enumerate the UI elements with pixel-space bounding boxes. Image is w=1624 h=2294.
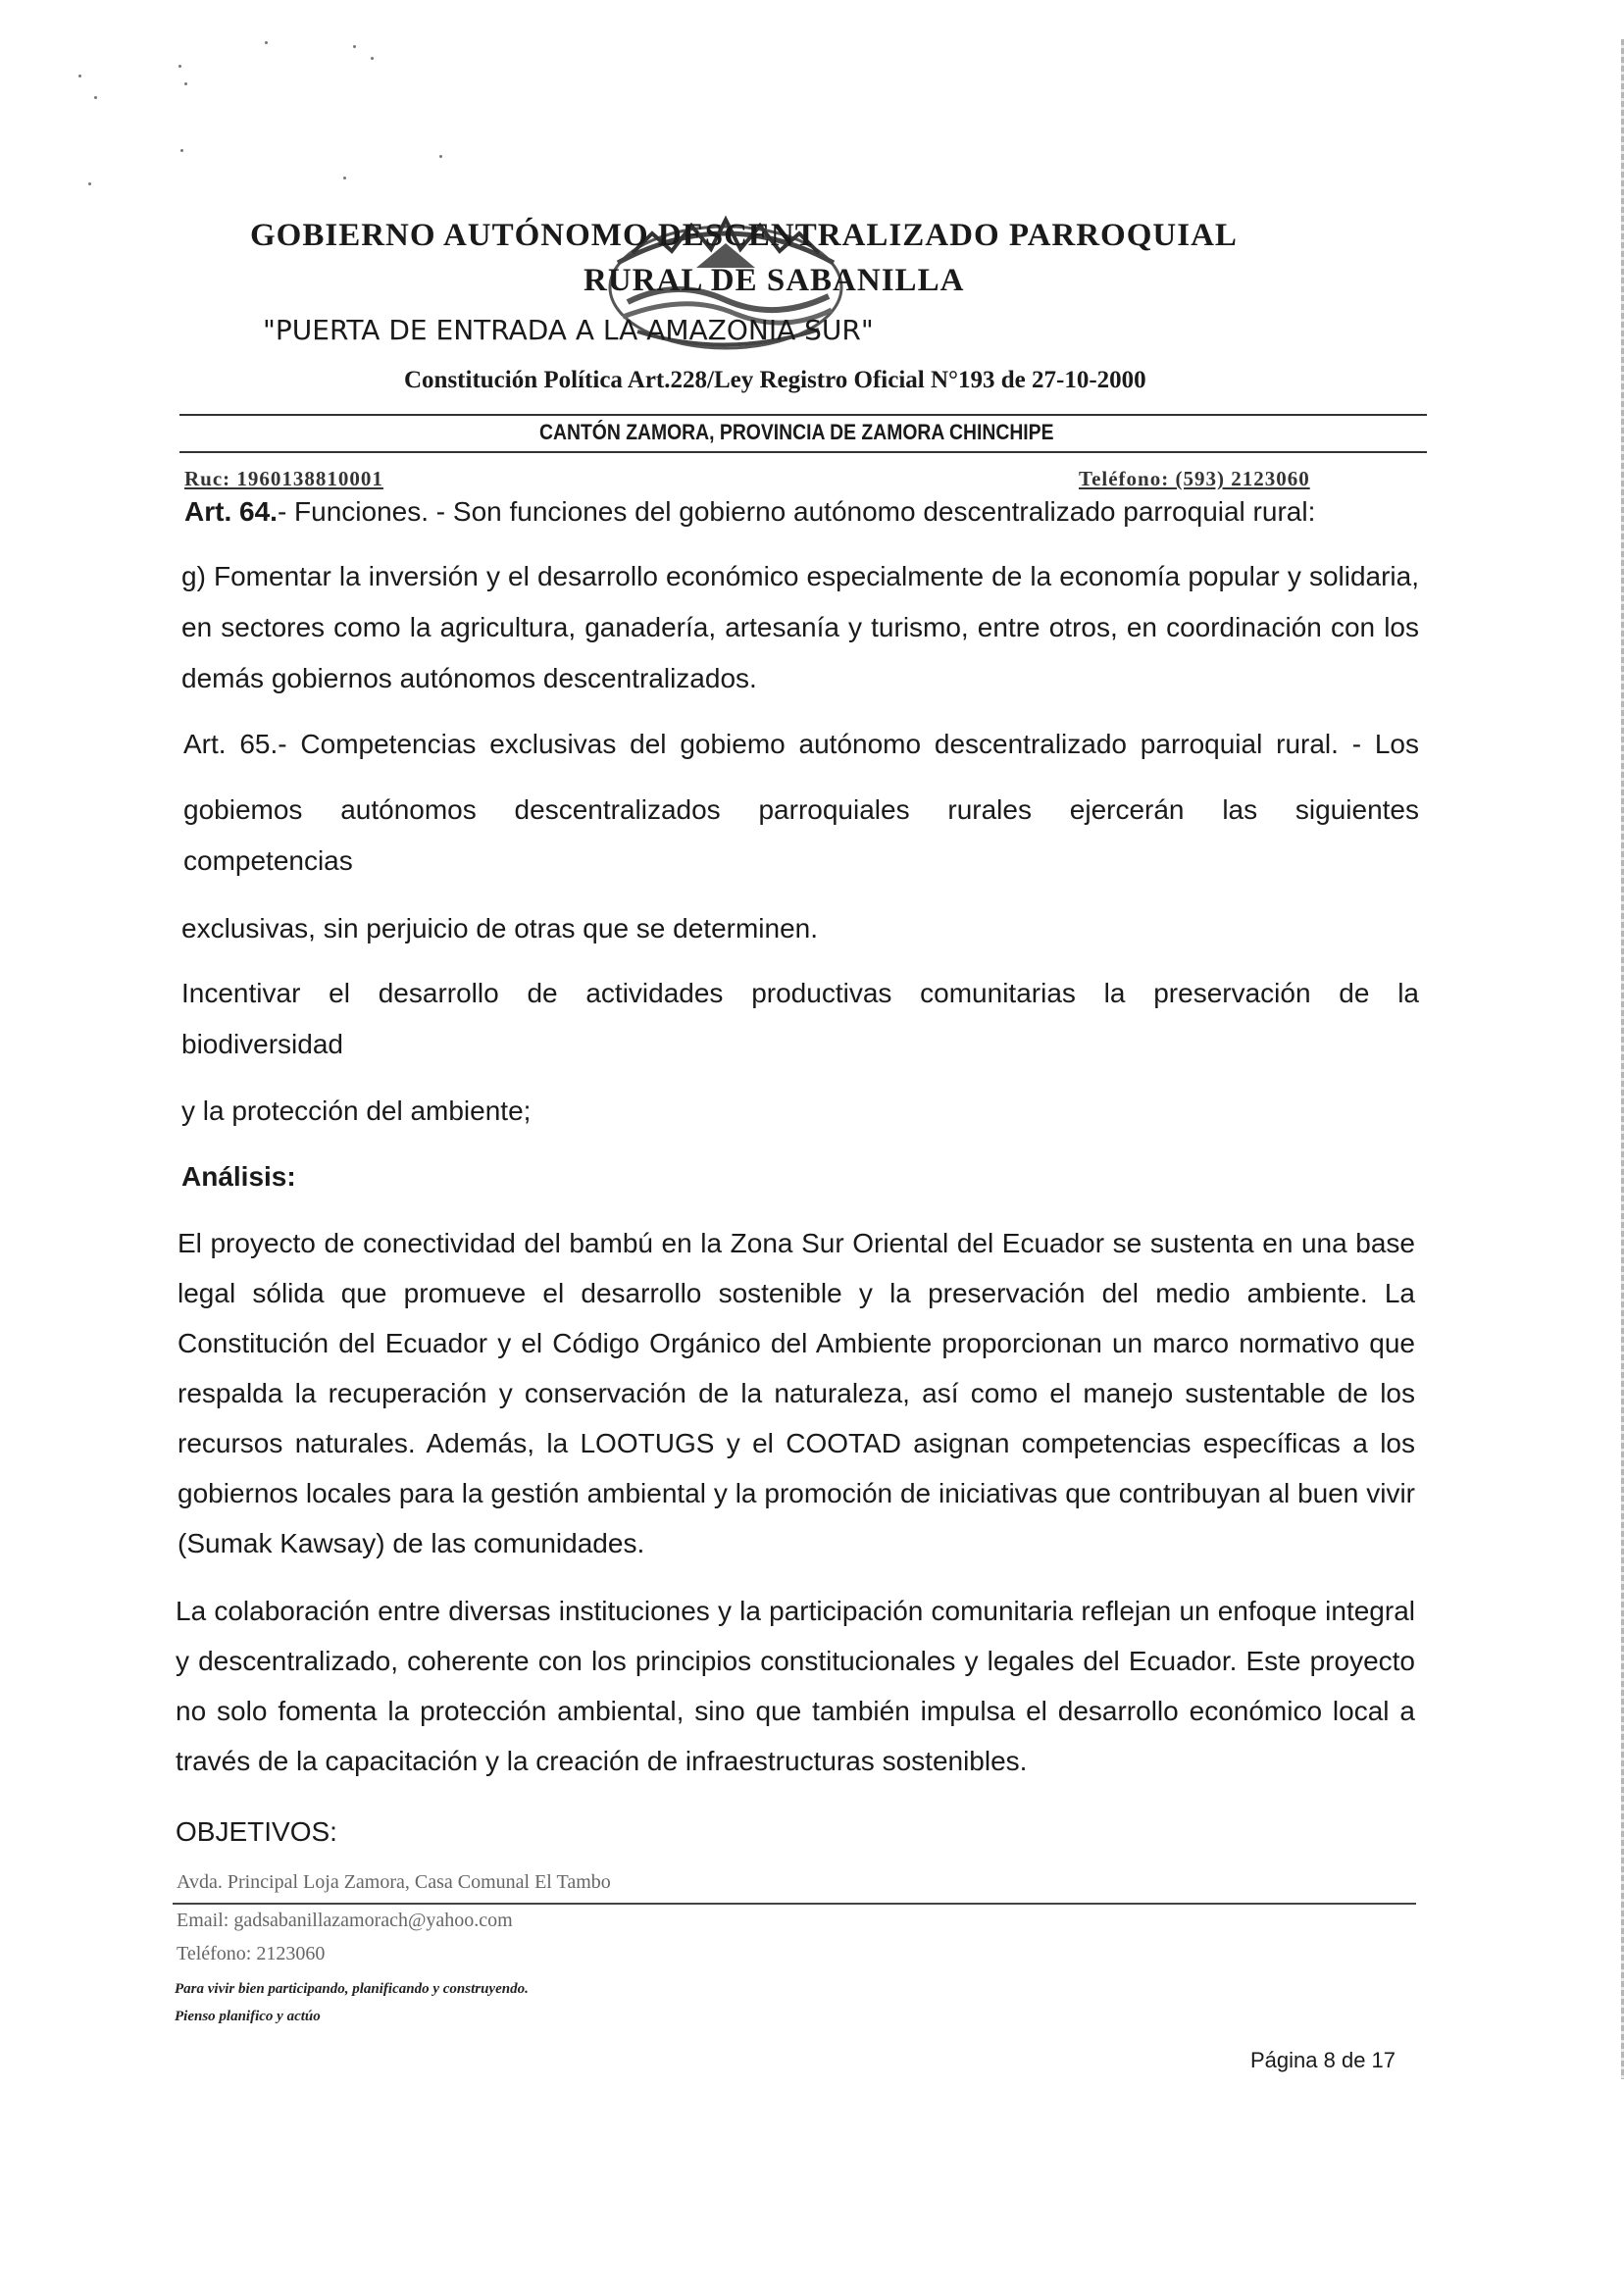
footer-motto-2: Pienso planifico y actúo <box>175 2009 321 2024</box>
header-rule-bottom <box>179 451 1427 453</box>
art64-label: Art. 64. <box>184 496 278 527</box>
objetivos-heading: OBJETIVOS: <box>176 1816 337 1847</box>
footer-telefono: Teléfono: 2123060 <box>177 1943 326 1964</box>
header-telefono: Teléfono: (593) 2123060 <box>1079 467 1310 490</box>
incentivar-line-1: Incentivar el desarrollo de actividades productivas comunitarias la preservación de la <box>181 978 1419 1008</box>
footer-address: Avda. Principal Loja Zamora, Casa Comunal El Tambo <box>177 1871 611 1893</box>
art64-item-g: g) Fomentar la inversión y el desarrollo económico especialmente de la economía popular y solidaria, en sectores como la agricultura, ganadería, artesanía y turismo, entre otros, en coordinación con los demás gobiernos autónomos descentralizados. <box>181 561 1419 693</box>
footer-motto-1: Para vivir bien participando, planificando y construyendo. <box>175 1981 529 1997</box>
incentivar-line-3: y la protección del ambiente; <box>181 1096 532 1126</box>
art65-line-1: Art. 65.- Competencias exclusivas del gobiemo autónomo descentralizado parroquial rural. - Los <box>183 729 1419 759</box>
scan-speck <box>94 96 97 99</box>
analisis-paragraph-2: La colaboración entre diversas instituciones y la participación comunitaria reflejan un enfoque integral y descentralizado, coherente con los principios constitucionales y legales del Ecuador. Este proyecto no solo fomenta la protección ambiental, sino que también impulsa el desarrollo económico local a través de la capacitación y la creación de infraestructuras sostenibles. <box>176 1596 1415 1776</box>
header-canton: CANTÓN ZAMORA, PROVINCIA DE ZAMORA CHINCHIPE <box>539 420 1054 444</box>
header-subtitle: RURAL DE SABANILLA <box>584 263 965 298</box>
art65-line-3: competencias <box>183 845 353 876</box>
footer-rule <box>173 1903 1416 1905</box>
header-rule-top <box>179 414 1427 416</box>
analisis-heading: Análisis: <box>181 1161 296 1192</box>
scan-speck <box>88 182 91 185</box>
scan-speck <box>180 149 183 152</box>
analisis-paragraph-1: El proyecto de conectividad del bambú en la Zona Sur Oriental del Ecuador se sustenta en una base legal sólida que promueve el desarrollo sostenible y la preservación del medio ambiente. La Constitución del Ecuador y el Código Orgánico del Ambiente proporcionan un marco normativo que respalda la recuperación y conservación de la naturaleza, así como el manejo sustentable de los recursos naturales. Además, la LOOTUGS y el COOTAD asignan competencias específicas a los gobiernos locales para la gestión ambiental y la promoción de iniciativas que contribuyan al buen vivir (Sumak Kawsay) de las comunidades. <box>178 1228 1415 1558</box>
header-slogan: "PUERTA DE ENTRADA A LA AMAZONIA SUR" <box>263 314 874 346</box>
art65-line-4: exclusivas, sin perjuicio de otras que se determinen. <box>181 913 819 943</box>
scan-speck <box>353 45 356 48</box>
page-number: Página 8 de 17 <box>1250 2048 1396 2072</box>
art64-heading <box>184 486 1315 536</box>
incentivar-line-2: biodiversidad <box>181 1029 343 1059</box>
header-ruc: Ruc: 1960138810001 <box>184 467 383 490</box>
scan-speck <box>265 41 268 44</box>
scan-speck <box>439 155 442 158</box>
scan-speck <box>343 177 346 179</box>
scan-speck <box>178 65 181 68</box>
scan-speck <box>78 75 81 77</box>
header-constitution: Constitución Política Art.228/Ley Registro Oficial N°193 de 27-10-2000 <box>404 367 1146 393</box>
header-title: GOBIERNO AUTÓNOMO DESCENTRALIZADO PARROQUIAL <box>250 218 1238 253</box>
footer-email: Email: gadsabanillazamorach@yahoo.com <box>177 1910 513 1931</box>
scan-speck <box>184 82 187 85</box>
art65-line-2: gobiemos autónomos descentralizados parroquiales rurales ejercerán las siguientes <box>183 794 1419 825</box>
scan-speck <box>371 57 374 60</box>
art64-text: - Funciones. - Son funciones del gobierno autónomo descentralizado parroquial rural: <box>277 496 1316 527</box>
